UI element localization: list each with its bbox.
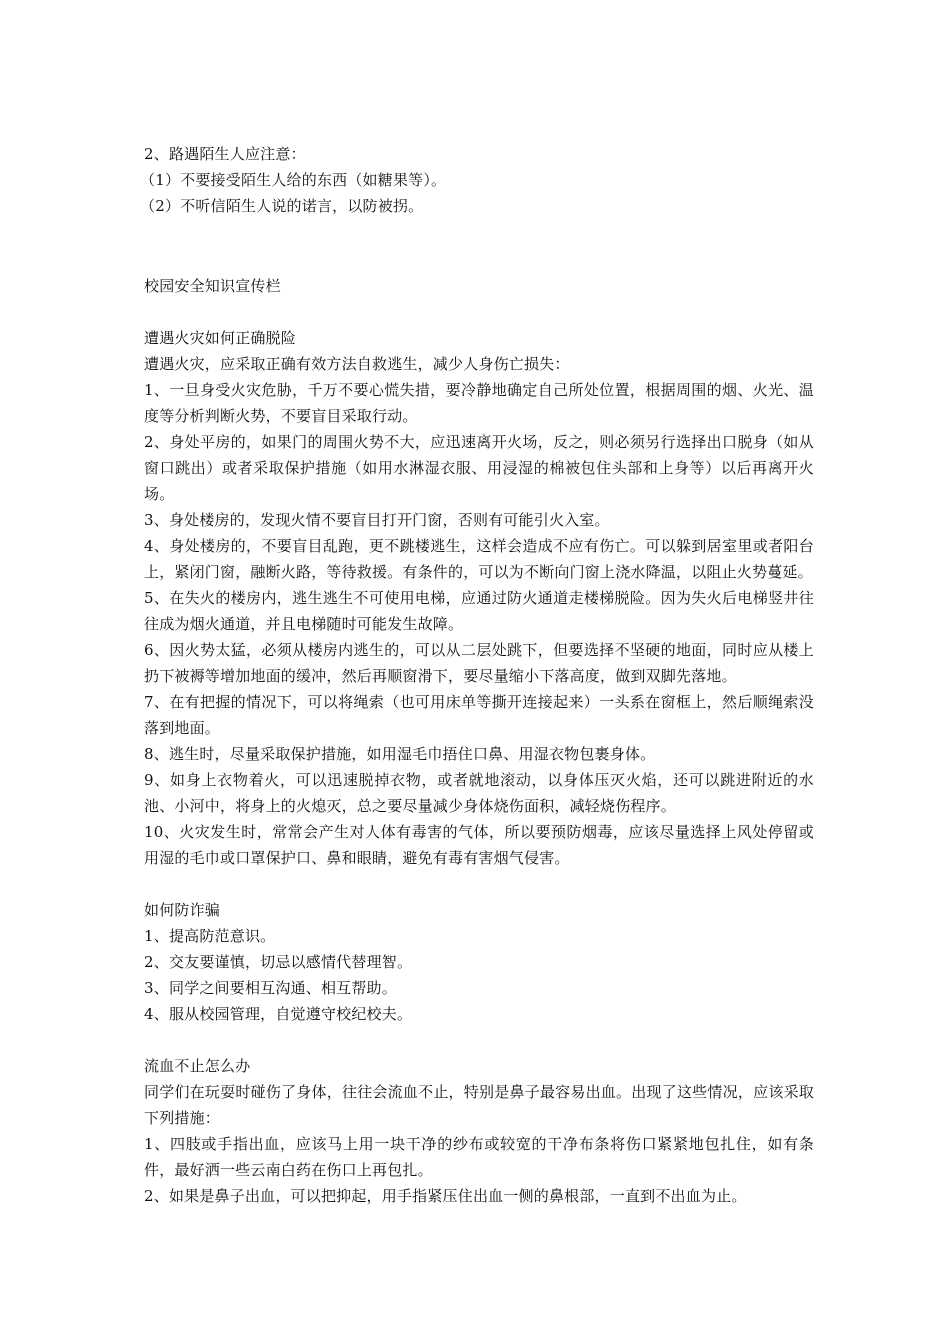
fire-item: 4、身处楼房的，不要盲目乱跑，更不跳楼逃生，这样会造成不应有伤亡。可以躲到居室里或者阳台上，紧闭门窗，融断火路，等待救援。有条件的，可以为不断向门窗上浇水降温，以阻止火势蔓延。 [144,537,814,581]
fire-lead: 遭遇火灾，应采取正确有效方法自救逃生，减少人身伤亡损失： [144,355,570,373]
bleeding-item: 1、四肢或手指出血，应该马上用一块干净的纱布或较宽的干净布条将伤口紧紧地包扎住，如有条件，最好洒一些云南白药在伤口上再包扎。 [144,1135,814,1179]
document-page [140,141,814,1209]
fire-item: 7、在有把握的情况下，可以将绳索（也可用床单等撕开连接起来）一头系在窗框上，然后顺绳索没落到地面。 [144,693,814,737]
intro-heading: 2、路遇陌生人应注意： [144,145,306,163]
fire-item: 3、身处楼房的，发现火情不要盲目打开门窗，否则有可能引火入室。 [144,511,610,529]
fire-item: 1、一旦身受火灾危胁，千万不要心慌失措，要冷静地确定自己所处位置，根据周围的烟、火光、温度等分析判断火势，不要盲目采取行动。 [144,381,814,425]
intro-item: （2）不听信陌生人说的诺言，以防被拐。 [140,197,424,215]
fraud-item: 3、同学之间要相互沟通、相互帮助。 [144,979,397,997]
column-title: 校园安全知识宣传栏 [144,277,281,295]
fire-item: 10、火灾发生时，常常会产生对人体有毒害的气体，所以要预防烟毒，应该尽量选择上风处停留或用湿的毛巾或口罩保护口、鼻和眼睛，避免有毒有害烟气侵害。 [144,823,814,867]
fraud-item: 4、服从校园管理，自觉遵守校纪校夫。 [144,1005,413,1023]
bleeding-section-title: 流血不止怎么办 [144,1057,251,1075]
bleeding-lead: 同学们在玩耍时碰伤了身体，往往会流血不止，特别是鼻子最容易出血。出现了这些情况，应该采取下列措施： [144,1083,814,1127]
intro-item: （1）不要接受陌生人给的东西（如糖果等）。 [140,171,447,189]
fire-item: 9、如身上衣物着火，可以迅速脱掉衣物，或者就地滚动，以身体压灭火焰，还可以跳进附近的水池、小河中，将身上的火熄灭，总之要尽量减少身体烧伤面积，减轻烧伤程序。 [144,771,814,815]
bleeding-item: 2、如果是鼻子出血，可以把抑起，用手指紧压住出血一侧的鼻根部，一直到不出血为止。 [144,1187,747,1205]
fire-item: 6、因火势太猛，必须从楼房内逃生的，可以从二层处跳下，但要选择不坚硬的地面，同时应从楼上扔下被褥等增加地面的缓冲，然后再顺窗滑下，要尽量缩小下落高度，做到双脚先落地。 [144,641,814,685]
fire-item: 8、逃生时，尽量采取保护措施，如用湿毛巾捂住口鼻、用湿衣物包裹身体。 [144,745,656,763]
fraud-section-title: 如何防诈骗 [144,901,221,919]
fire-item: 5、在失火的楼房内，逃生逃生不可使用电梯，应通过防火通道走楼梯脱险。因为失火后电梯竖井往往成为烟火通道，并且电梯随时可能发生故障。 [144,589,814,633]
fire-section-title: 遭遇火灾如何正确脱险 [144,329,297,347]
fraud-item: 2、交友要谨慎，切忌以感情代替理智。 [144,953,413,971]
fraud-item: 1、提高防范意识。 [144,927,276,945]
fire-item: 2、身处平房的，如果门的周围火势不大，应迅速离开火场，反之，则必须另行选择出口脱身（如从窗口跳出）或者采取保护措施（如用水淋湿衣服、用浸湿的棉被包住头部和上身等）以后再离开火场。 [144,433,814,503]
